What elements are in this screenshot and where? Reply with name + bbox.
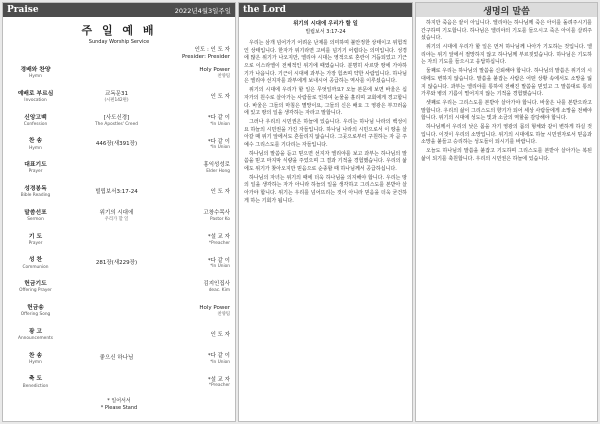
item-name-en: Prayer xyxy=(28,240,43,246)
item-leader-main: 김지인집사 xyxy=(203,281,230,288)
item-leader-main: *다 같 이 xyxy=(207,138,230,145)
item-name-en: Hymn xyxy=(29,74,42,80)
item-name xyxy=(8,234,63,246)
item-detail-main: 교독문31 xyxy=(105,90,128,97)
item-name xyxy=(8,329,63,341)
item-leader-main: *설 교 자 xyxy=(207,233,230,240)
item-leader xyxy=(170,377,230,389)
item-leader-main: Holy Power xyxy=(199,67,230,74)
item-leader-sub: 찬양팀 xyxy=(217,312,230,317)
right-banner xyxy=(416,3,597,17)
item-leader xyxy=(170,305,230,317)
service-item xyxy=(3,156,235,180)
item-name-en: Hymn xyxy=(29,359,42,365)
item-name-ko: 찬 송 xyxy=(28,138,43,145)
service-item xyxy=(3,61,235,85)
paragraph: 둘째로 우리는 하나님의 말씀을 신뢰해야 합니다. 하나님의 말씀은 위기의 시대에도 변하지 않습니다. 말씀을 붙잡는 사람은 어떤 상황 속에서도 소망을 잃지 않습니다. 과부는 엘리야를 통하여 전해진 말씀을 믿었고 그 말씀대로 통의 가루와 병의 기름이 떨어지지 않는 기적을 경험했습니다. xyxy=(421,68,592,98)
item-detail xyxy=(63,210,170,222)
paragraph: 하나님께서 우리의 낮은 몸을 자기 영광의 몸의 형체와 같이 변하게 하실 것입니다. 이것이 우리의 소망입니다. 위기의 시대에도 하늘 시민권자로서 믿음과 소망을 붙들고 승리하는 성도들이 되시기를 바랍니다. xyxy=(421,123,592,146)
item-leader-main: 인 도 자 xyxy=(210,93,230,100)
item-leader xyxy=(170,281,230,293)
paragraph: 하나님의 자녀는 위기의 때에 더욱 하나님을 의지해야 합니다. 우리는 땅의 일을 생각하는 자가 아니라 하늘의 일을 생각하고 그리스도를 본받아 살아가야 합니다. 위기는 우리를 넘어뜨리는 것이 아니라 믿음을 더욱 굳건하게 하는 기회가 됩니다. xyxy=(244,174,407,204)
paragraph: 위기의 시대에 우리가 할 일은 먼저 하나님께 나아가 기도하는 것입니다. 엘리야는 위기 앞에서 절망하지 않고 하나님께 부르짖었습니다. 하나님은 기도하는 자의 기도를 들으시고 응답하십니다. xyxy=(421,44,592,66)
word-of-life-page xyxy=(415,2,598,422)
item-name-en: Sermon xyxy=(27,217,44,222)
item-name xyxy=(8,138,63,150)
item-name-en: Invocation xyxy=(24,98,47,104)
item-leader xyxy=(170,189,230,196)
item-leader-sub: deac. Kim xyxy=(208,288,230,294)
item-detail-main: 좋으신 하나님 xyxy=(99,355,134,362)
item-name-en: Benediction xyxy=(22,383,49,389)
service-item xyxy=(3,204,235,228)
item-leader-sub: *In Union xyxy=(210,145,230,151)
item-leader-sub: *Preacher xyxy=(208,383,230,389)
item-name-en: Bible Reading xyxy=(20,193,51,199)
item-name-ko: 기 도 xyxy=(28,233,43,240)
item-name-en: Communion xyxy=(22,264,49,270)
item-name xyxy=(8,210,63,222)
item-leader-main: 인 도 자 xyxy=(210,331,230,338)
item-leader-sub: *In Union xyxy=(210,359,230,365)
item-detail-main: [사도신경] xyxy=(103,114,130,121)
item-name-ko: 헌금기도 xyxy=(24,281,47,288)
item-leader-main: *다 같 이 xyxy=(207,352,230,359)
service-item xyxy=(3,347,235,371)
word-of-life-body xyxy=(416,17,597,167)
presider-ko: 인도 : 인 도 자 xyxy=(194,47,230,53)
item-detail-sub: (시편142편) xyxy=(104,97,129,103)
service-item xyxy=(3,323,235,347)
presider xyxy=(3,47,235,61)
item-detail-main: 281장(새229장) xyxy=(95,260,138,267)
item-leader-sub: Elder Hong xyxy=(206,169,230,175)
item-leader xyxy=(170,234,230,246)
item-name xyxy=(8,67,63,79)
service-item xyxy=(3,371,235,395)
item-leader-main: *다 같 이 xyxy=(207,257,230,264)
item-leader xyxy=(170,67,230,79)
service-item xyxy=(3,85,235,109)
item-name-ko: 성 찬 xyxy=(28,257,43,264)
sermon-body xyxy=(239,37,412,209)
service-item xyxy=(3,133,235,157)
item-name xyxy=(8,376,63,388)
left-banner xyxy=(3,3,235,17)
order-of-service-page xyxy=(2,2,236,422)
item-leader xyxy=(170,162,230,174)
item-leader-main: 인 도 자 xyxy=(210,188,230,195)
item-leader-main: 고창수목사 xyxy=(203,209,230,216)
presider-en: Presider: Presider xyxy=(181,54,230,61)
paragraph: 셋째로 우리는 그리스도를 본받아 살아가야 합니다. 바울은 나를 본받으라고 말합니다. 우리의 삶이 그리스도의 향기가 되어 세상 사람들에게 소망을 전해야 합니다. 위기의 시대에 성도는 빛과 소금의 역할을 감당해야 합니다. xyxy=(421,99,592,122)
stand-note xyxy=(3,398,235,412)
stand-note-en: * Please Stand xyxy=(100,405,138,412)
item-leader xyxy=(170,353,230,365)
item-name xyxy=(8,91,63,103)
paragraph: 오늘도 하나님의 말씀을 붙잡고 기도하며 그리스도를 본받아 살아가는 복된 삶이 되기를 축원합니다. 우리의 시민권은 하늘에 있습니다. xyxy=(421,148,592,162)
sermon-reference: 빌립보서 3:17-24 xyxy=(305,29,346,36)
item-detail xyxy=(63,115,170,127)
mid-banner xyxy=(239,3,412,17)
item-leader-main: 홍익성성로 xyxy=(203,162,230,169)
service-item xyxy=(3,180,235,204)
item-leader-sub: *In Union xyxy=(210,121,230,127)
item-name-ko: 말씀선포 xyxy=(24,209,47,216)
item-detail xyxy=(63,189,170,196)
sermon-title: 위기의 시대에 우리가 할 일 xyxy=(293,21,358,27)
service-item xyxy=(3,252,235,276)
item-name xyxy=(8,281,63,293)
item-leader-sub: *In Union xyxy=(210,264,230,270)
item-leader-sub: 찬양팀 xyxy=(217,74,230,80)
service-item xyxy=(3,275,235,299)
item-leader-sub: Pastor Ko xyxy=(210,216,230,222)
item-leader-sub: *Preacher xyxy=(208,240,230,246)
item-name-ko: 찬 송 xyxy=(28,352,43,359)
paragraph: 하지만 죽음은 끝이 아닙니다. 엘리야는 하나님께 죽은 아이를 돌려주시기를 간구하며 기도합니다. 하나님은 엘리야의 기도를 들으시고 죽은 아이를 살려주셨습니다. xyxy=(421,20,592,42)
item-name-en: Prayer xyxy=(28,169,43,175)
item-detail-main: 빌립보서3:17-24 xyxy=(95,188,138,195)
item-detail xyxy=(63,91,170,103)
item-name xyxy=(8,305,63,317)
item-detail xyxy=(63,355,170,362)
item-leader xyxy=(170,115,230,127)
paragraph: 우리는 삼개 넘어가기 어려운 난제를 의미하며 불안정한 상태이고 위험적인 상태입니다. 한자가 위기라면 고비를 넘기기 어렵다는 의미입니다. 성경에 많은 위기가 나오지만, 엘리야 시대는 영적으로 혼란이 거듭되었고 기근으로 이스라엘이 전체적인 위기에 때였습니다. 분명히 사르밧 땅에 가야하기가 나옵니다. 기근이 시대에 과부는 가장 힘쓰며 약한 사람입니다. 하나님은 엘리야 선지자를 과부에게 보내시어 공급하는 역사를 이루셨습니다. xyxy=(244,40,407,85)
item-name-ko: 경배와 찬양 xyxy=(20,66,51,73)
paragraph: 그러나 우리의 시민권은 하늘에 있습니다. 우리는 하나님 나라의 백성이요 하늘의 시민권을 가진 자들입니다. 하나님 나라의 시민으로서 이 땅을 살아갈 때 위기 앞에서도 흔들리지 않습니다. 그곳으로부터 구원하는 자 곧 주 예수 그리스도를 기다리는 자들입니다. xyxy=(244,118,407,148)
word-of-life-title: 생명의 말씀 xyxy=(483,6,530,17)
item-name-en: Offering Prayer xyxy=(19,288,52,294)
item-name-ko: 예배로 부르심 xyxy=(17,90,54,97)
brand-the-lord: the Lord xyxy=(243,5,286,15)
item-name xyxy=(8,115,63,127)
paragraph: 하나님의 말씀을 듣고 믿으면 선지자 엘리야를 보고 과부는 하나님의 말씀을 믿고 마지막 식량을 주었으며 그 결과 기적을 경험했습니다. 우리의 삶에도 위기가 찾아오지만 믿음으로 순종할 때 하나님께서 공급하십니다. xyxy=(244,150,407,173)
service-item xyxy=(3,299,235,323)
item-name xyxy=(8,353,63,365)
item-detail xyxy=(63,141,170,148)
service-title: 주 일 예 배 xyxy=(81,24,157,37)
service-order-list xyxy=(3,61,235,394)
item-name-ko: 신앙고백 xyxy=(24,114,47,121)
paragraph: 위기의 시대에 우리가 할 일은 무엇일까요? 오늘 본문에 보면 바울은 십자가의 원수로 살아가는 사람들로 인하여 눈물을 흘리며 교회에게 경고합니다. 바울은 그들의 마침은 멸망이요, 그들의 신은 배요 그 영광은 부끄러움에 있고 땅의 일을 생각하는 자라고 말합니다. xyxy=(244,87,407,117)
service-subtitle: Sunday Worship Service xyxy=(88,39,150,45)
item-detail xyxy=(63,260,170,267)
brand-praise: Praise xyxy=(7,5,39,15)
item-name xyxy=(8,257,63,269)
item-leader-main: *설 교 자 xyxy=(207,376,230,383)
item-name xyxy=(8,186,63,198)
item-leader xyxy=(170,332,230,339)
item-leader xyxy=(170,94,230,101)
item-name-ko: 성경봉독 xyxy=(24,185,47,192)
item-detail-sub: 우리가 할 일 xyxy=(104,216,129,222)
item-detail-main: 446장(새391장) xyxy=(95,141,138,148)
item-name-en: Confession xyxy=(23,121,48,127)
item-leader xyxy=(170,258,230,270)
item-name-ko: 축 도 xyxy=(28,376,43,383)
item-name-ko: 헌금송 xyxy=(27,304,44,311)
service-item xyxy=(3,109,235,133)
item-name-en: Hymn xyxy=(29,145,42,151)
sermon-page xyxy=(238,2,413,422)
item-name-en: Offering Song xyxy=(20,312,51,318)
item-name-ko: 대표기도 xyxy=(24,162,47,169)
item-leader xyxy=(170,139,230,151)
item-name xyxy=(8,162,63,174)
service-date: 2022년4월3일주일 xyxy=(174,6,231,15)
item-leader xyxy=(170,210,230,222)
stand-note-ko: * 일어서서 xyxy=(107,398,131,405)
item-detail-sub: The Apostles' Creed xyxy=(95,121,138,127)
item-name-ko: 광 고 xyxy=(28,328,43,335)
item-name-en: Announcements xyxy=(18,335,53,341)
service-item xyxy=(3,228,235,252)
item-leader-main: Holy Power xyxy=(199,305,230,312)
item-detail-main: 위기의 시대에 xyxy=(99,209,134,216)
item-leader-main: *다 같 이 xyxy=(207,114,230,121)
